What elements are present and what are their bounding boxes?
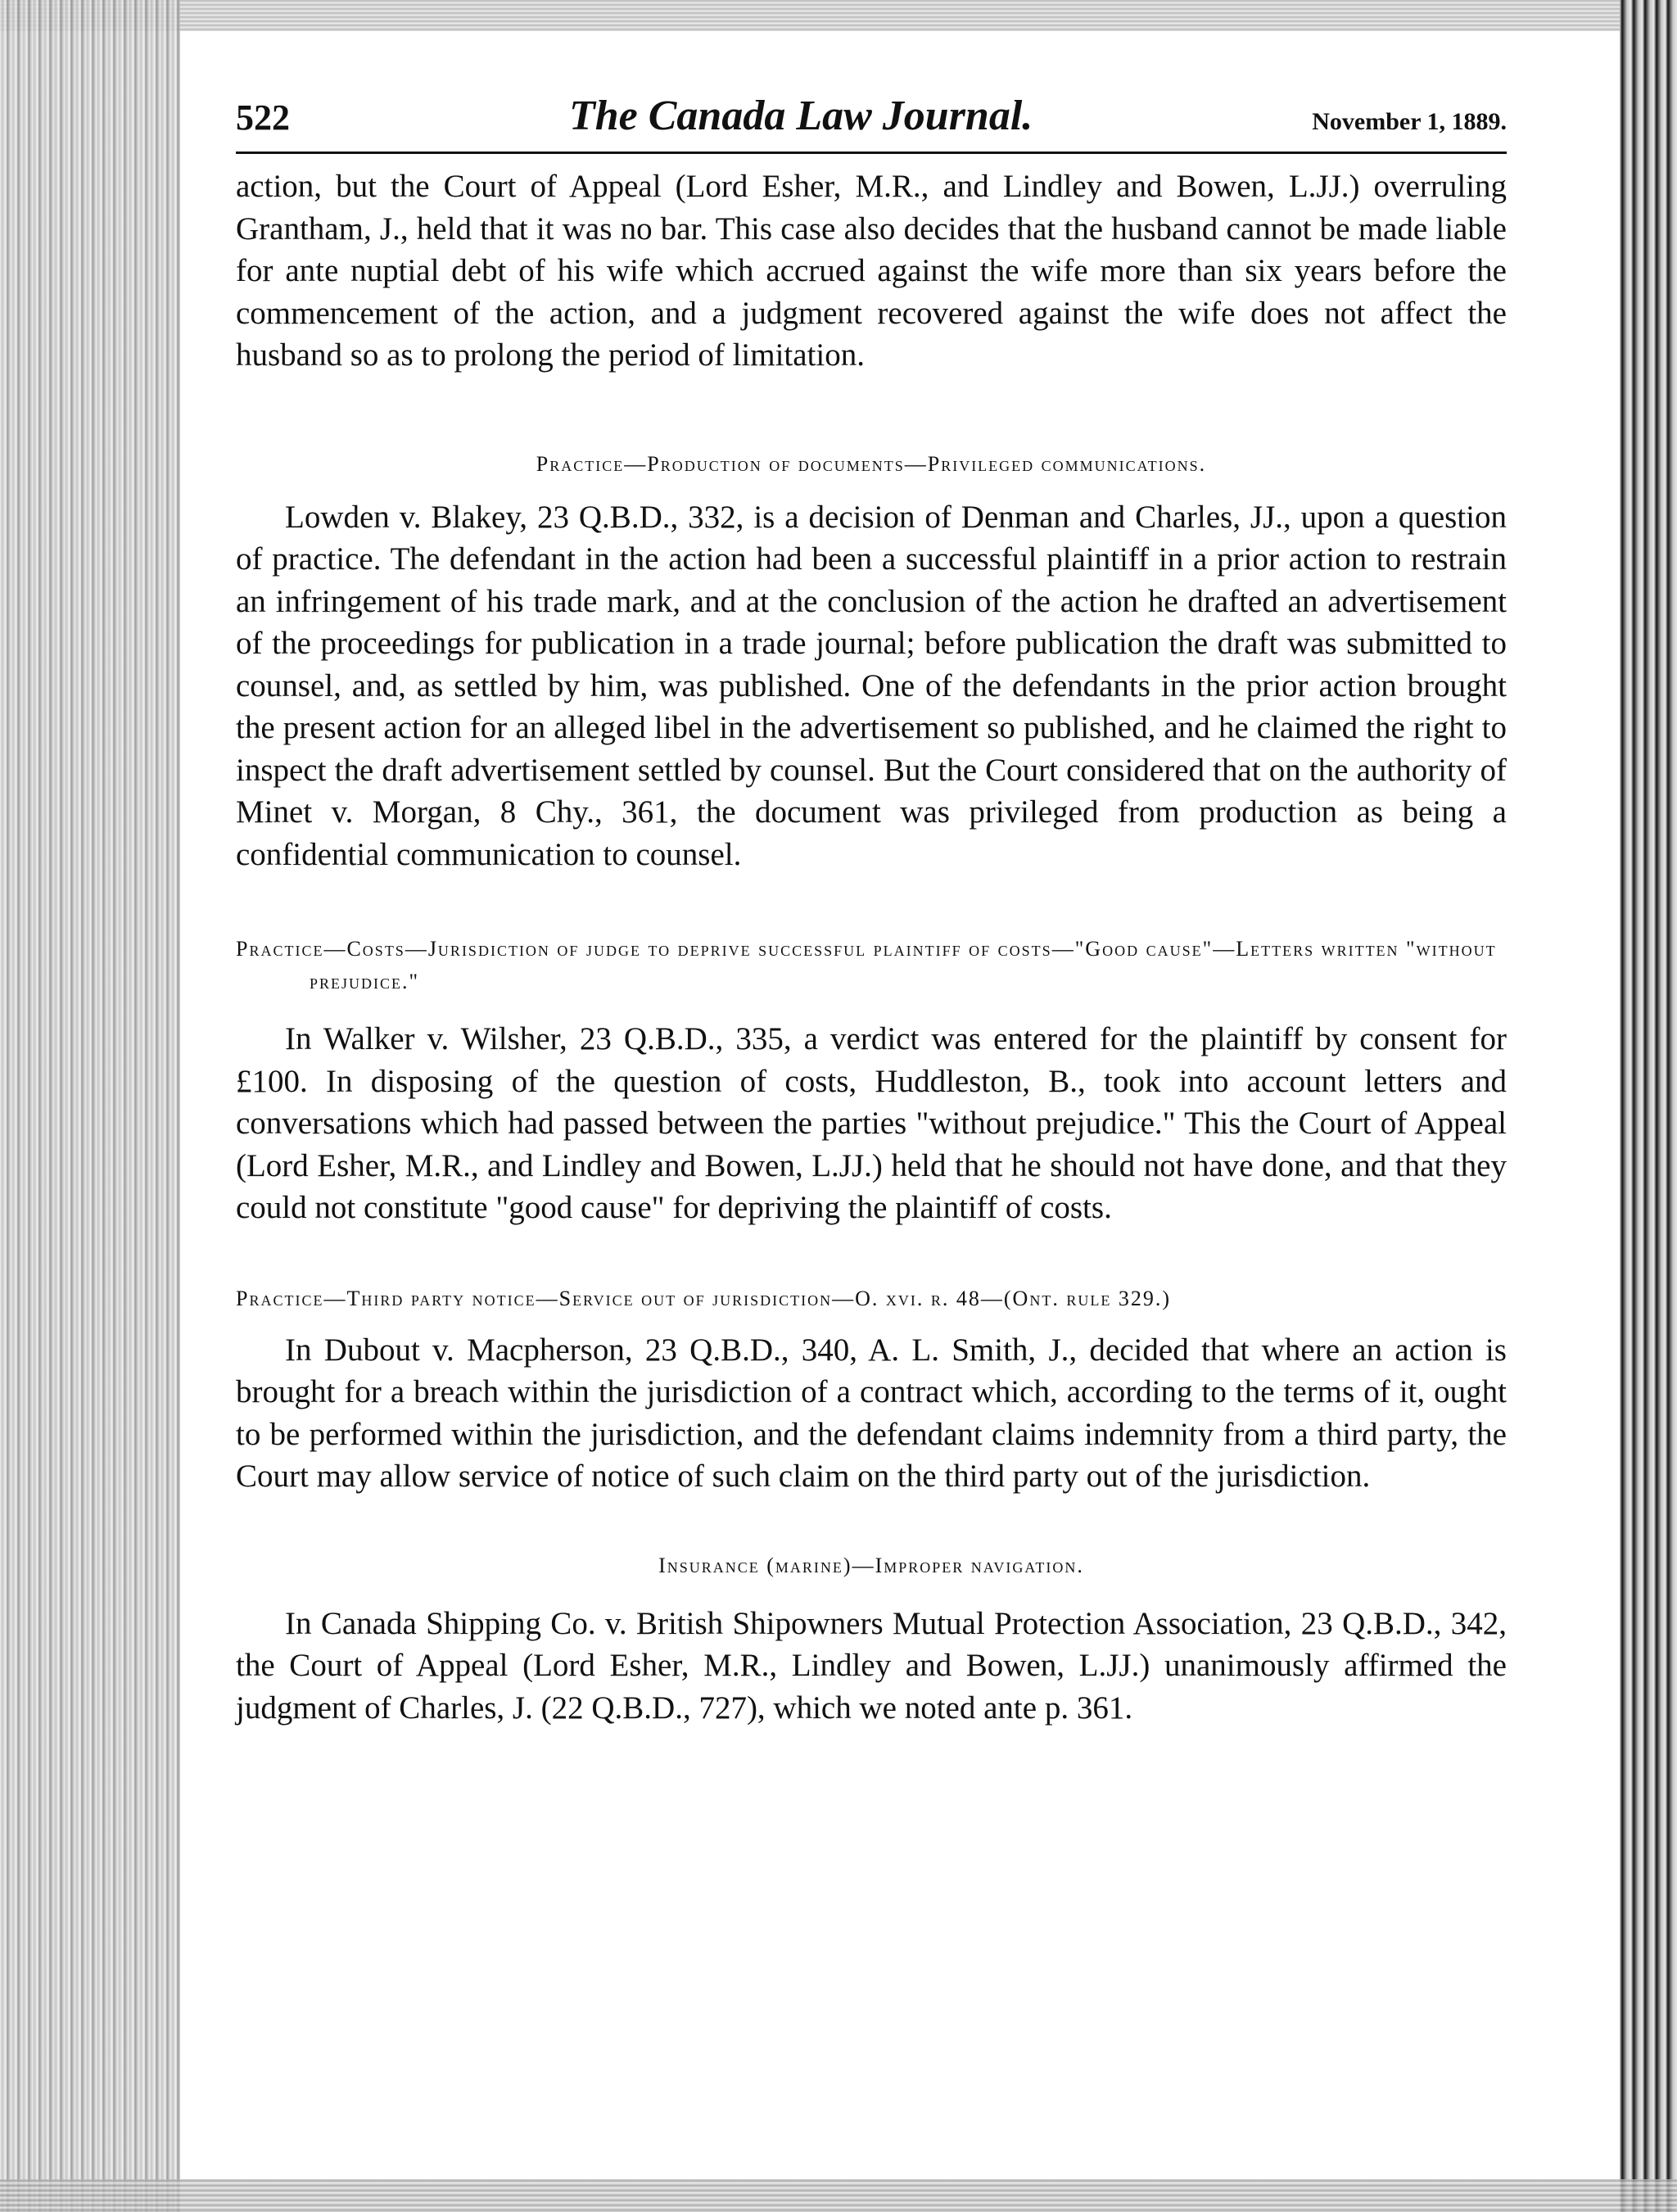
section-heading-costs: Practice—Costs—Jurisdiction of judge to deprive successful plaintiff of costs—"Good cause"—Letters written "without prejudice." [236,937,1497,993]
section-heading-insurance-marine: Insurance (marine)—Improper navigation. [658,1553,1084,1577]
running-head [236,92,1507,154]
issue-date: November 1, 1889. [1312,108,1507,135]
paragraph-walker-v-wilsher: In Walker v. Wilsher, 23 Q.B.D., 335, a verdict was entered for the plaintiff by consent for £100. In disposing of the question of costs, Huddleston, B., took into account letters and conversations which had passed between the parties "without prejudice." This the Court of Appeal (Lord Esher, M.R., and Lindley and Bowen, L.JJ.) held that he should not have done, and that they could not constitute "good cause" for depriving the plaintiff of costs. [236,1021,1507,1225]
section-heading-privileged-communications: Practice—Production of documents—Privileged communications. [536,451,1207,476]
page-number: 522 [236,97,290,138]
journal-title: The Canada Law Journal. [568,93,1033,139]
section-heading-third-party-notice: Practice—Third party notice—Service out of jurisdiction—O. xvi. r. 48—(Ont. rule 329.) [236,1286,1171,1310]
scan-edge-left [0,0,180,2212]
paragraph-lowden-v-blakey: Lowden v. Blakey, 23 Q.B.D., 332, is a decision of Denman and Charles, JJ., upon a question of practice. The defendant in the action had been a successful plaintiff in a prior action to restrain an infringement of his trade mark, and at the conclusion of the action he drafted an advertisement of the proceedings for publication in a trade journal; before publication the draft was submitted to counsel, and, as settled by him, was published. One of the defendants in the prior action brought the present action for an alleged libel in the advertisement so published, and he claimed the right to inspect the draft advertisement settled by counsel. But the Court considered that on the authority of Minet v. Morgan, 8 Chy., 361, the document was privileged from production as being a confidential communication to counsel. [236,499,1507,872]
scan-edge-bottom [0,2179,1677,2212]
continued-paragraph: action, but the Court of Appeal (Lord Esher, M.R., and Lindley and Bowen, L.JJ.) overruling Grantham, J., held that it was no bar. This case also decides that the husband cannot be made liable for ante nuptial debt of his wife which accrued against the wife more than six years before the commencement of the action, and a judgment recovered against the wife does not affect the husband so as to prolong the period of limitation. [236,169,1507,373]
paragraph-dubout-v-macpherson: In Dubout v. Macpherson, 23 Q.B.D., 340, A. L. Smith, J., decided that where an action is brought for a breach within the jurisdiction of a contract which, according to the terms of it, ought to be performed within the jurisdiction, and the defendant claims indemnity from a third party, the Court may allow service of notice of such claim on the third party out of the jurisdiction. [236,1332,1507,1494]
journal-page [236,92,1507,1729]
scan-edge-top [0,0,1677,31]
paragraph-canada-shipping: In Canada Shipping Co. v. British Shipowners Mutual Protection Association, 23 Q.B.D., 342, the Court of Appeal (Lord Esher, M.R., Lindley and Bowen, L.JJ.) unanimously affirmed the judgment of Charles, J. (22 Q.B.D., 727), which we noted ante p. 361. [236,1605,1507,1726]
scan-edge-right [1620,0,1677,2212]
